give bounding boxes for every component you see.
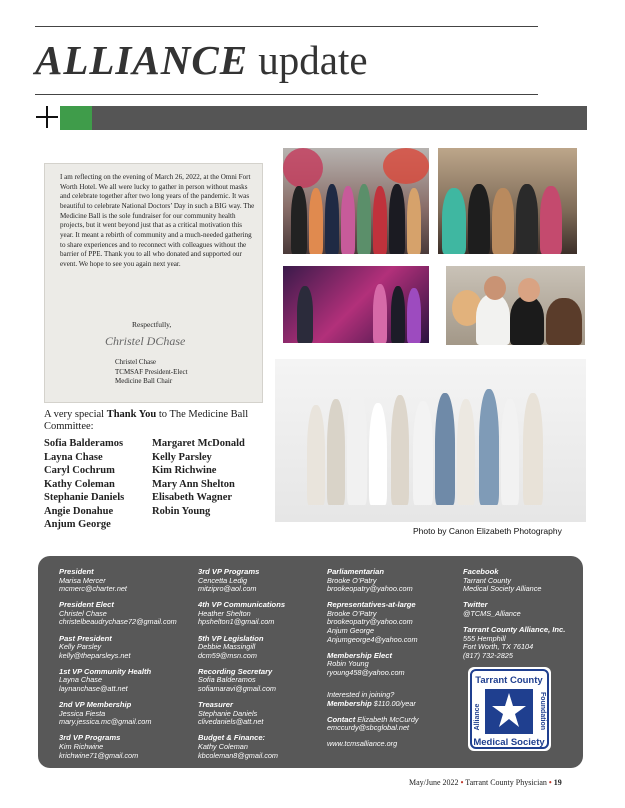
address-line: Fort Worth, TX 76104 bbox=[463, 642, 534, 652]
officer-email[interactable]: hpshelton1@gmail.com bbox=[198, 617, 275, 627]
list-item: Kelly Parsley bbox=[152, 451, 212, 463]
plus-icon bbox=[36, 106, 58, 128]
list-item: Margaret McDonald bbox=[152, 438, 245, 449]
texas-star-icon bbox=[468, 667, 551, 751]
letter-closing: Respectfully, bbox=[132, 320, 172, 329]
officer-role: Past President bbox=[59, 633, 112, 643]
alliance-logo bbox=[468, 667, 551, 751]
gala-group-photo bbox=[283, 148, 429, 254]
list-item: Kim Richwine bbox=[152, 465, 217, 476]
officer-name: Cencetta Ledig bbox=[198, 575, 248, 585]
membership-question: Interested in joining? bbox=[327, 690, 395, 700]
footer-bullet: • bbox=[548, 778, 552, 787]
officer-entry bbox=[59, 601, 199, 627]
footer-publication: Tarrant County Physician bbox=[465, 778, 547, 787]
page-footer bbox=[409, 778, 562, 787]
women-group-photo bbox=[438, 148, 577, 254]
officer-email[interactable]: brookeopatry@yahoo.com bbox=[327, 584, 413, 594]
header-bar bbox=[92, 106, 587, 130]
thanks-bold: Thank You bbox=[106, 409, 157, 420]
officer-email[interactable]: laynanchase@att.net bbox=[59, 684, 128, 694]
title-alliance: ALLIANCE bbox=[35, 37, 249, 83]
officer-name: Robin Young bbox=[327, 659, 369, 669]
officer-name: Kelly Parsley bbox=[59, 642, 102, 652]
list-item: Elisabeth Wagner bbox=[152, 492, 233, 503]
officer-entry bbox=[59, 635, 199, 661]
officer-entry bbox=[198, 635, 323, 661]
officer-role: President Elect bbox=[59, 600, 114, 610]
officer-role: Recording Secretary bbox=[198, 666, 273, 676]
contact-email[interactable]: emccurdy@sbcglobal.net bbox=[327, 723, 410, 733]
officer-role: Membership Elect bbox=[327, 650, 392, 660]
officer-entry bbox=[198, 734, 323, 760]
committee-photo bbox=[275, 359, 586, 522]
page-title bbox=[35, 36, 368, 84]
list-item: Layna Chase bbox=[44, 451, 103, 463]
officer-name: Stephanie Daniels bbox=[198, 708, 258, 718]
officer-email[interactable]: mcmerc@charter.net bbox=[59, 584, 127, 594]
signer-role: Medicine Ball Chair bbox=[115, 377, 173, 385]
officer-role: President bbox=[59, 567, 94, 576]
website-link[interactable]: www.tcmsalliance.org bbox=[327, 739, 398, 749]
thanks-prefix: A very special bbox=[44, 409, 107, 420]
social-entry bbox=[463, 568, 581, 594]
address-line: 555 Hemphill bbox=[463, 633, 506, 643]
bottom-rule bbox=[35, 94, 538, 95]
officers-col-3 bbox=[327, 568, 457, 757]
officer-role: 5th VP Legislation bbox=[198, 633, 264, 643]
officer-email[interactable]: ryoung458@yahoo.com bbox=[327, 667, 405, 677]
membership-label: Membership bbox=[327, 698, 372, 708]
officer-entry bbox=[327, 568, 457, 594]
address-entry bbox=[463, 626, 581, 660]
officer-email[interactable]: mitzipro@aol.com bbox=[198, 584, 257, 594]
officer-name: Kathy Coleman bbox=[198, 742, 248, 751]
social-label: Facebook bbox=[463, 567, 499, 576]
top-rule bbox=[35, 26, 538, 27]
officer-entry bbox=[198, 668, 323, 694]
officers-col-1 bbox=[59, 568, 199, 768]
officer-role: Treasurer bbox=[198, 700, 233, 710]
social-line[interactable]: Tarrant County bbox=[463, 575, 511, 585]
letter-body: I am reflecting on the evening of March 26, 2022, at the Omni Fort Worth Hotel. We all were lucky to gather in person without masks and celebrate together after two long years of the pandemic. It was beautiful to celebrate National Doctors’ Day in such a BIG way. The Medicine Ball is the sole fundraiser for our community health projects, but it went beyond just that as a critical motivation this year. It meant a rebirth of community and a much-needed gathering to share experiences and to reconnect with colleagues without the barrier of PPE. Thank you to all who donated and supported our event. We hope to see you again next year. bbox=[60, 173, 255, 268]
membership-info bbox=[327, 691, 457, 708]
officer-entry bbox=[327, 601, 457, 644]
officer-name: Layna Chase bbox=[59, 675, 103, 685]
membership-value: $110.00/year bbox=[373, 698, 416, 708]
signer-title: TCMSAF President-Elect bbox=[115, 367, 188, 376]
officer-email[interactable]: mary.jessica.mc@gmail.com bbox=[59, 717, 152, 727]
officer-name: Christel Chase bbox=[59, 608, 107, 618]
officer-entry bbox=[59, 668, 199, 694]
officer-name: Heather Shelton bbox=[198, 608, 251, 618]
officer-name: Sofia Balderamos bbox=[198, 675, 256, 685]
footer-issue: May/June 2022 bbox=[409, 778, 459, 787]
officers-col-4 bbox=[463, 568, 581, 668]
committee-list-right bbox=[152, 437, 245, 518]
footer-bullet: • bbox=[460, 778, 464, 787]
officer-email[interactable]: brookeopatry@yahoo.com bbox=[327, 617, 413, 627]
officer-role: 4th VP Communications bbox=[198, 600, 286, 610]
social-label: Twitter bbox=[463, 600, 488, 610]
officer-email[interactable]: kbcoleman8@gmail.com bbox=[198, 750, 279, 760]
officers-panel bbox=[38, 556, 583, 768]
list-item: Angie Donahue bbox=[44, 505, 114, 517]
logo-right-text: Foundation bbox=[539, 691, 546, 731]
officer-name: Marisa Mercer bbox=[59, 575, 106, 585]
officer-entry bbox=[59, 734, 199, 760]
officer-email[interactable]: christelbeaudrychase72@gmail.com bbox=[59, 617, 177, 627]
phone: (817) 732-2825 bbox=[463, 650, 513, 660]
logo-bottom-text: Medical Society bbox=[473, 737, 545, 748]
social-line[interactable]: @TCMS_Alliance bbox=[463, 608, 521, 618]
officer-role: Budget & Finance: bbox=[198, 733, 266, 743]
band-photo bbox=[283, 266, 429, 343]
photo-caption: Photo by Canon Elizabeth Photography bbox=[413, 526, 562, 536]
officer-email[interactable]: clivedaniels@att.net bbox=[198, 717, 264, 727]
social-line[interactable]: Medical Society Alliance bbox=[463, 584, 542, 594]
officer-email[interactable]: kelly@theparsleys.net bbox=[59, 650, 131, 660]
officers-col-2 bbox=[198, 568, 323, 768]
officer-email[interactable]: Anjumgeorge4@yahoo.com bbox=[327, 634, 418, 644]
accent-block bbox=[60, 106, 92, 130]
logo-left-text: Alliance bbox=[474, 703, 481, 731]
selfie-photo bbox=[446, 266, 585, 345]
social-entry bbox=[463, 601, 581, 618]
officer-name: Jessica Fiesta bbox=[59, 708, 106, 718]
list-item: Anjum George bbox=[44, 519, 111, 530]
officer-entry bbox=[198, 568, 323, 594]
org-name: Tarrant County Alliance, Inc. bbox=[463, 624, 566, 634]
officer-role: Parliamentarian bbox=[327, 567, 384, 576]
title-update: update bbox=[258, 37, 368, 83]
officer-role: 2nd VP Membership bbox=[59, 700, 132, 710]
officer-entry bbox=[198, 601, 323, 627]
officer-name: Kim Richwine bbox=[59, 742, 104, 751]
committee-list-left bbox=[44, 437, 124, 532]
officer-entry bbox=[59, 701, 199, 727]
signature: Christel DChase bbox=[105, 334, 186, 348]
list-item: Sofia Balderamos bbox=[44, 438, 124, 449]
officer-email[interactable]: krichwine71@gmail.com bbox=[59, 750, 139, 760]
list-item: Stephanie Daniels bbox=[44, 492, 125, 503]
contact-name: Elizabeth McCurdy bbox=[357, 714, 419, 724]
officer-email[interactable]: sofiamaravi@gmail.com bbox=[198, 684, 276, 694]
signer-name: Christel Chase bbox=[115, 358, 157, 366]
officer-entry bbox=[59, 568, 199, 594]
contact-label: Contact bbox=[327, 714, 356, 724]
list-item: Robin Young bbox=[152, 505, 211, 517]
officer-name: Brooke O’Patry bbox=[327, 608, 377, 618]
logo-top-text: Tarrant County bbox=[475, 675, 543, 686]
list-item: Kathy Coleman bbox=[44, 478, 115, 490]
thanks-suffix: to The Medicine Ball Committee: bbox=[44, 409, 249, 432]
page-number: 19 bbox=[553, 778, 562, 787]
officer-role: 3rd VP Programs bbox=[198, 567, 260, 576]
list-item: Caryl Cochrum bbox=[44, 465, 115, 476]
contact-info bbox=[327, 716, 457, 733]
officer-name: Brooke O’Patry bbox=[327, 575, 377, 585]
officer-role: 1st VP Community Health bbox=[59, 666, 152, 676]
signer-block bbox=[115, 358, 188, 387]
officer-email[interactable]: dcm59@msn.com bbox=[198, 650, 257, 660]
officer-entry bbox=[198, 701, 323, 727]
letter-card bbox=[44, 163, 263, 403]
thanks-heading bbox=[44, 409, 269, 433]
officer-role: Representatives-at-large bbox=[327, 600, 416, 610]
officer-name: Debbie Massingill bbox=[198, 642, 256, 652]
officer-entry bbox=[327, 652, 457, 678]
officer-name: Anjum George bbox=[327, 626, 375, 636]
list-item: Mary Ann Shelton bbox=[152, 478, 235, 490]
officer-role: 3rd VP Programs bbox=[59, 733, 121, 743]
